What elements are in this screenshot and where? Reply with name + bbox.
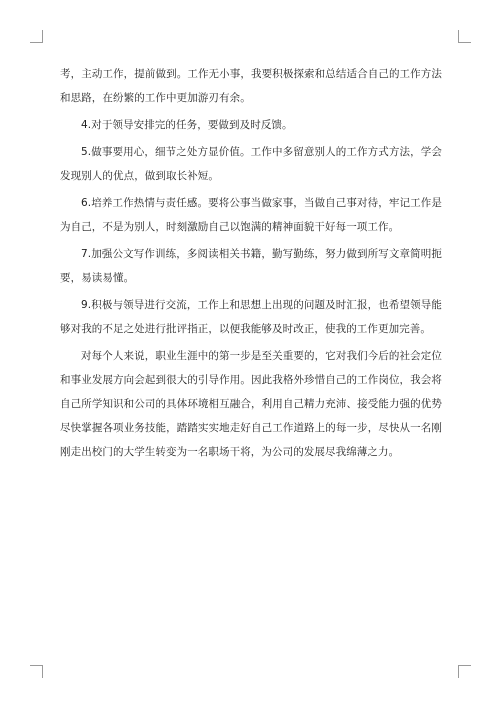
paragraph-item-6: 6.培养工作热情与责任感。要将公事当做家事，当做自己事对待，牢记工作是为自己，不是为别人，时刻激励自己以饱满的精神面貌干好每一项工作。 xyxy=(60,197,442,233)
paragraph-item-9: 9.积极与领导进行交流，工作上和思想上出现的问题及时汇报，也希望领导能够对我的不足之处进行批评指正，以便我能够及时改正，使我的工作更加完善。 xyxy=(60,299,442,335)
paragraph-item-4: 4.对于领导安排完的任务，要做到及时反馈。 xyxy=(81,119,293,131)
paragraph-conclusion: 对每个人来说，职业生涯中的第一步是至关重要的，它对我们今后的社会定位和事业发展方向会起到很大的引导作用。因此我格外珍惜自己的工作岗位，我会将自己所学知识和公司的具体环境相互融合，利用自己精力充沛、接受能力强的优势尽快掌握各项业务技能，踏踏实实地走好自己工作道路上的每一步，尽快从一名刚刚走出校门的大学生转变为一名职场干将，为公司的发展尽我绵薄之力。 xyxy=(60,350,442,458)
crop-mark-bottom-left xyxy=(30,665,43,678)
paragraph-continuation: 考，主动工作，提前做到。工作无小事，我要积极探索和总结适合自己的工作方法和思路，在纷繁的工作中更加游刃有余。 xyxy=(60,68,442,104)
document-body xyxy=(60,62,442,467)
crop-mark-top-right xyxy=(458,30,471,43)
paragraph-item-7: 7.加强公文写作训练，多阅读相关书籍，勤写勤练，努力做到所写文章简明扼要，易读易懂。 xyxy=(60,248,442,284)
crop-mark-bottom-right xyxy=(458,665,471,678)
paragraph-item-5: 5.做事要用心，细节之处方显价值。工作中多留意别人的工作方式方法，学会发现别人的优点，做到取长补短。 xyxy=(60,146,442,182)
crop-mark-top-left xyxy=(30,30,43,43)
